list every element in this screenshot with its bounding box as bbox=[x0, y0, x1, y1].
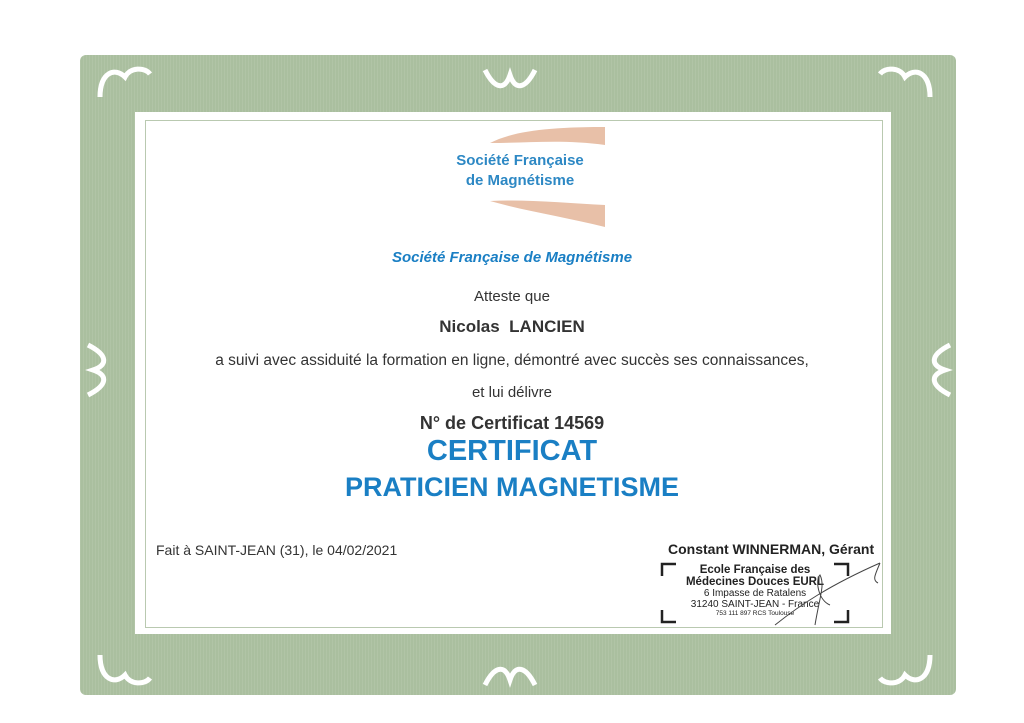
corner-ornament-icon bbox=[875, 650, 935, 690]
lower-hand-icon bbox=[485, 197, 610, 227]
stamp-line-2: Médecines Douces EURL bbox=[685, 576, 825, 588]
logo-line-1: Société Française bbox=[456, 152, 584, 169]
statement-text: a suivi avec assiduité la formation en ligne, démontré avec succès ses connaissances, bbox=[215, 352, 809, 369]
attests-text: Atteste que bbox=[474, 288, 550, 305]
corner-ornament-icon bbox=[95, 650, 155, 690]
corner-ornament-icon bbox=[95, 62, 155, 102]
stamp-line-5: 753 111 897 RCS Toulouse bbox=[715, 610, 795, 617]
certificate-number: N° de Certificat 14569 bbox=[419, 413, 605, 433]
organization-logo bbox=[430, 125, 610, 230]
top-ornament-icon bbox=[480, 60, 540, 100]
upper-hand-icon bbox=[485, 125, 610, 147]
bottom-ornament-icon bbox=[480, 655, 540, 695]
signature-icon bbox=[770, 555, 885, 630]
corner-ornament-icon bbox=[875, 62, 935, 102]
stamp-line-3: 6 Impasse de Ratalens bbox=[703, 588, 807, 599]
stamp-line-1: Ecole Française des bbox=[699, 564, 811, 576]
certificate-title: CERTIFICAT bbox=[426, 435, 598, 467]
delivers-text: et lui délivre bbox=[471, 384, 553, 401]
organization-name: Société Française de Magnétisme bbox=[391, 249, 633, 266]
recipient-name: Nicolas LANCIEN bbox=[439, 317, 585, 336]
certificate-subtitle: PRATICIEN MAGNETISME bbox=[344, 472, 679, 502]
stamp-line-4: 31240 SAINT-JEAN - France bbox=[690, 599, 820, 610]
place-and-date: Fait à SAINT-JEAN (31), le 04/02/2021 bbox=[156, 542, 398, 558]
signatory-name: Constant WINNERMAN, Gérant bbox=[668, 541, 875, 557]
logo-line-2: de Magnétisme bbox=[465, 172, 575, 189]
